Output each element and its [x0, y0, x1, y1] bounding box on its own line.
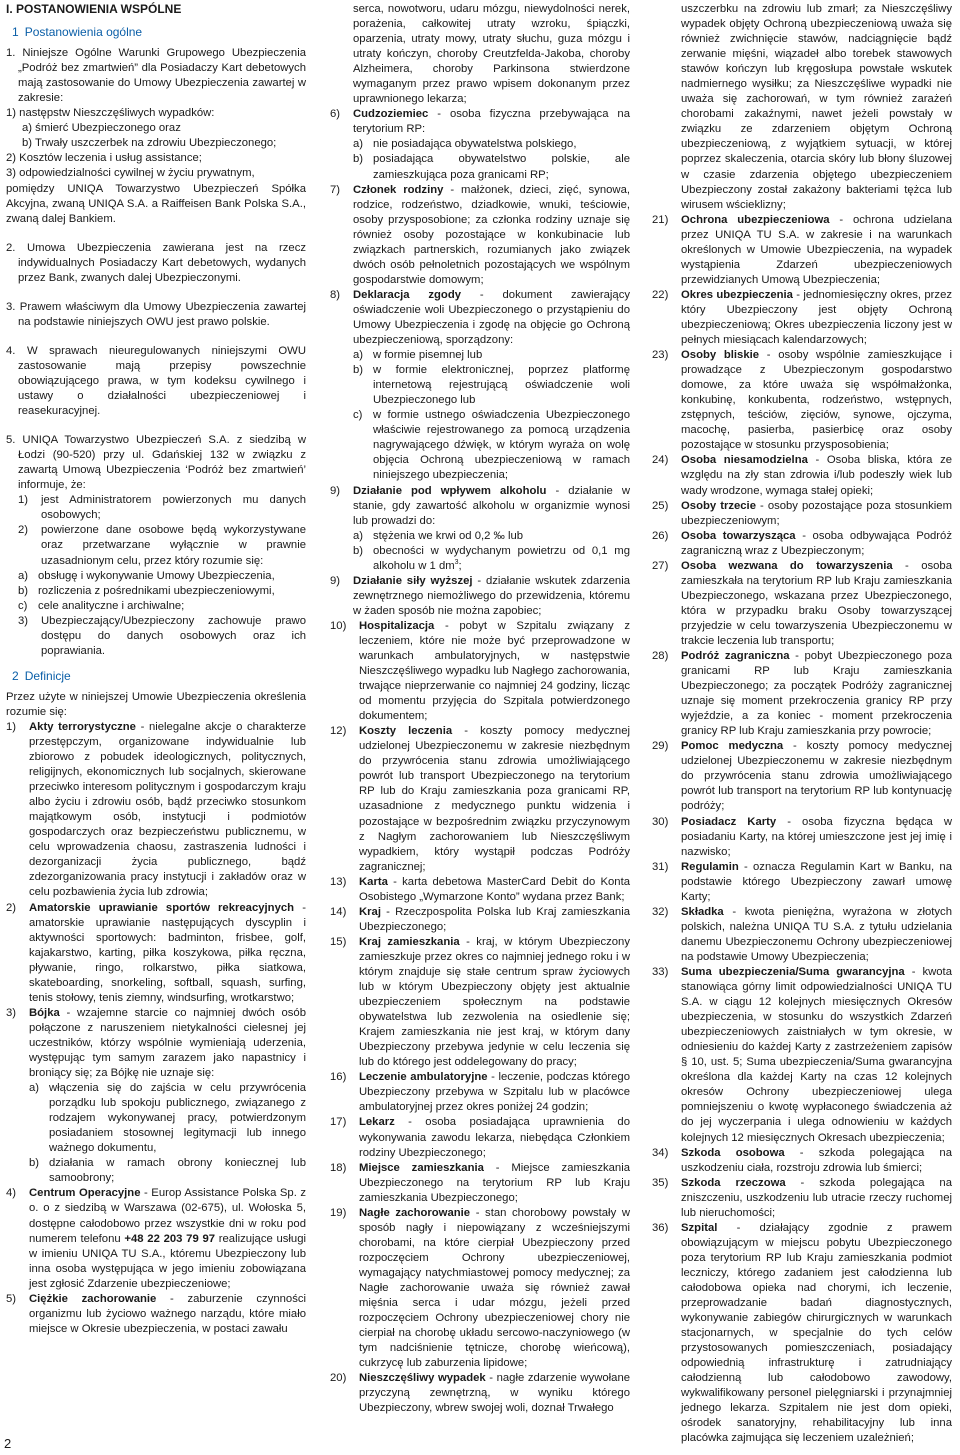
definition-text: - dokument zawierający oświadczenie woli Ubezpieczonego o przystąpieniu do Umowy Ubezpieczenia i zgodę na objęcie go Ochroną ubezpieczeniową, sporządzony: [353, 288, 630, 347]
definition-text: - wzajemne starcie co najmniej dwóch osób połączone z naruszeniem nietykalności cielesnej jej uczestników, którzy wspólnie wymieniają uderzenia, występując tym samym zarazem jako napastnicy i broniący się; za Bójkę nie uznaje się: [29, 1006, 306, 1080]
definition-body [353, 574, 630, 619]
section-title: Postanowienia ogólne [24, 25, 143, 40]
list-item: a) śmierć Ubezpieczonego oraz [22, 122, 181, 135]
definition-term: Cudzoziemiec [353, 108, 429, 121]
definition-item [330, 875, 630, 905]
list-text: obsługę i wykonywanie Umowy Ubezpieczenia, [38, 569, 275, 582]
definition-term: Regulamin [681, 860, 739, 873]
list-text: stężenia we krwi od 0,2 ‰ lub [373, 529, 524, 542]
definition-item [652, 288, 952, 348]
paragraph: uszczerbku na zdrowiu lub zmarł; za Nieszczęśliwy wypadek objęty Ochroną ubezpieczeniową uważa się również zwichnięcie stawów, nadciągnięcie bądź zerwanie mięśni, wiązadeł albo torebek stawowych stawów kończyn lub kręgosłupa powstałe wskutek nadmiernego wysiłku; za Nieszczęśliwe wypadki nie uważa się zachorowań, w tym również zarażeń chorobami zakaźnymi, nawet jeżeli powstały w związku ze zdarzeniem objętym Ochroną ubezpieczeniową, z wyjątkiem sytuacji, w której poprzez skaleczenia, otarcia skóry lub błony śluzowej w czasie zdarzenia objętego ubezpieczeniem Ubezpieczony został zakażony bakteriami tężca lub wirusem wścieklizny; [681, 3, 952, 211]
definition-text: - działający zgodnie z prawem obowiązującym w miejscu pobytu Ubezpieczonego poza terytorium RP lub Kraju zamieszkania podmiot leczniczy, którego zadaniem jest całodzienna lub całodobowa opieka nad chorymi, ich leczenie, przeprowadzanie badań diagnostycznych, wykonywanie zabiegów chirurgicznych w warunkach stacjonarnych, w specjalnie do tych celów przystosowanych pomieszczeniach, posiadający odpowiednią infrastrukturę i zatrudniający całodzienną lub całodobowo zawodowy, wykwalifikowany personel pielęgniarski i przynajmniej jednego lekarza. Szpitalem nie jest dom opieki, ośrodek sanatoryjny, rehabilitacyjny lub inna placówka zajmująca się leczeniem uzależnień; [681, 1221, 952, 1445]
definition-term: Pomoc medyczna [681, 740, 784, 753]
definition-body [359, 724, 630, 874]
definition-item [330, 1371, 630, 1416]
definition-item [330, 619, 630, 724]
definition-body [29, 1006, 306, 1081]
definition-term: Akty terrorystyczne [29, 720, 136, 733]
definition-item [330, 935, 630, 1070]
list-number: 17) [330, 1116, 347, 1129]
page-number: 2 [4, 1436, 12, 1451]
sub-list [330, 137, 630, 182]
list-number: c) [353, 409, 363, 422]
section-number: 1 [12, 25, 19, 40]
definition-term: Szkoda osobowa [681, 1146, 785, 1159]
list-number: b) [353, 153, 364, 166]
list-number: a) [18, 569, 29, 582]
list-number: 4) [6, 1187, 17, 1200]
definition-item [652, 739, 952, 814]
definition-item [652, 529, 952, 559]
definition-text: - oznacza Regulamin Kart w Banku, na podstawie którego Ubezpieczony zawarł umowę Karty; [681, 860, 952, 903]
list-number: 15) [330, 935, 347, 948]
phone-number: +48 22 203 79 97 [124, 1232, 216, 1245]
definition-term: Leczenie ambulatoryjne [359, 1071, 488, 1084]
definition-text: - kwota stanowiąca górny limit odpowiedzialności UNIQA TU S.A. w ciągu 12 kolejnych miesięcznych Okresów ubezpieczenia, w stosunku do wszystkich Zdarzeń ubezpieczeniowych zaistniałych w tym okresie, w odniesieniu do każdej Karty z zastrzeżeniem zapisów § 10, ust. 5; Suma ubezpieczenia/Suma gwarancyjna określona dla każdej Karty na czas 12 kolejnych okresów Ochrony ubezpieczeniowej ulega pomniejszeniu o kwotę wypłaconego świadczenia aż do jej wyczerpania i ulega odnowieniu w każdych kolejnych 12 miesięcznych Okresach ubezpieczenia; [681, 966, 952, 1144]
definition-item [330, 724, 630, 874]
definition-text: - osoba fizyczna przebywająca na terytorium RP: [353, 108, 630, 136]
chapter-heading: I. POSTANOWIENIA WSPÓLNE [6, 2, 182, 16]
list-text: w formie pisemnej lub [373, 349, 483, 362]
list-item [18, 584, 306, 599]
definition-term: Centrum Operacyjne [29, 1187, 141, 1200]
definition-text: - małżonek, dzieci, zięć, synowa, rodzice, rodzeństwo, dziadkowie, wnuki, teściowie, osoby przysposobione; za członka rodziny uznaje się również osoby pozostające w konkubinacie lub związkach partnerskich, rozumianych jako związek dwóch osób pełnoletnich pozostających we wspólnym gospodarstwie domowym; [353, 183, 631, 286]
list-item [353, 529, 630, 544]
list-item [18, 523, 306, 568]
definition-term: Szkoda rzeczowa [681, 1176, 786, 1189]
definition-text: - Rzeczpospolita Polska lub Kraj zamieszkania Ubezpieczonego; [359, 905, 630, 933]
definition-text: - leczenie, podczas którego Ubezpieczony przebywa w Szpitalu lub w placówce ambulatoryjnej przez okres poniżej 24 godzin; [359, 1071, 630, 1114]
list-number: 34) [652, 1146, 669, 1159]
list-item [353, 137, 630, 152]
definition-body [681, 453, 952, 498]
definition-item [6, 1006, 306, 1081]
list-number: 1) [18, 494, 29, 507]
list-number: 22) [652, 288, 669, 301]
definition-text: - jednomiesięczny okres, przez który Ubezpieczony jest objęty Ochroną ubezpieczeniową; Okres ubezpieczenia liczony jest w pełnych miesiącach kalendarzowych; [681, 288, 952, 347]
list-number: 9) [330, 484, 341, 497]
definition-term: Amatorskie uprawianie sportów rekreacyjnych [29, 901, 295, 914]
list-text-end: ; [458, 559, 462, 572]
list-number: 21) [652, 213, 669, 226]
list-number: 32) [652, 905, 669, 918]
list-number: a) [353, 349, 364, 362]
definition-body [29, 901, 306, 1006]
definition-term: Lekarz [359, 1116, 395, 1129]
definition-text: - Miejsce zamieszkania Ubezpieczonego na terytorium RP lub Kraju zamieszkania Ubezpieczonego; [359, 1161, 630, 1204]
list-number: 9) [330, 574, 341, 587]
list-number: 2) [6, 901, 17, 914]
list-number: b) [29, 1157, 40, 1170]
list-number: 26) [652, 529, 669, 542]
definition-body [681, 499, 952, 529]
definition-body [681, 559, 952, 649]
definition-body [359, 1070, 630, 1115]
definition-item [330, 1115, 630, 1160]
list-number: 23) [652, 349, 669, 362]
definition-body [681, 649, 952, 739]
definition-body [29, 1186, 306, 1291]
paragraph: serca, nowotworu, udaru mózgu, niewydolności nerek, porażenia, całkowitej utraty wzroku, śpiączki, oparzenia, utraty mowy, utraty słuchu, guza mózgu i utraty kończyn, choroby Creutzfelda-Jakoba, choroby Alzheimera, choroby Parkinsona stwierdzone wymaganym przez prawo wpisem dokonanym przez uprawnionego lekarza; [353, 3, 630, 106]
list-text: włączenia się do zajścia w celu przywrócenia porządku lub spokoju publicznego, związanego z rodzajem wykonywanej pracy, potwierdzonym posiadaniem stosownej legitymacji lub innego ważnego dokumentu, [49, 1082, 306, 1155]
definition-term: Kraj zamieszkania [359, 935, 460, 948]
definition-body [353, 183, 630, 288]
definition-term: Deklaracja zgody [353, 288, 462, 301]
definition-text: - szkoda polegająca na uszkodzeniu ciała, rozstroju zdrowia lub śmierci; [681, 1146, 952, 1174]
definition-text: - nagłe zdarzenie wywołane przyczyną zewnętrzną, w wyniku którego Ubezpieczony, wbrew swojej woli, doznał Trwałego [359, 1372, 631, 1415]
list-number: 2) [18, 524, 29, 537]
definition-text: realizujące usługi w imieniu UNIQA TU S.A., któremu Ubezpieczony lub inna osoba występująca w jego imieniu zobowiązana jest zgłosić Zdarzenie ubezpieczeniowe; [29, 1232, 307, 1290]
list-text: w formie elektronicznej, poprzez platformę internetową rejestrującą oświadczenie woli Ubezpieczonego lub [373, 364, 630, 407]
definition-text: - karta debetowa MasterCard Debit do Konta Osobistego „Wymarzone Konto” wydana przez Bank; [359, 875, 630, 903]
list-number: 36) [652, 1221, 669, 1234]
definition-item [6, 901, 306, 1006]
definition-item [6, 720, 306, 901]
definition-text: - kwota pieniężna, wyrażona w złotych polskich, należna UNIQA TU S.A. z tytułu udzielania danemu Ubezpieczonemu Ochrony ubezpieczeniowej na podstawie Umowy Ubezpieczenia; [681, 905, 952, 963]
sub-list [18, 569, 306, 614]
list-item [353, 408, 630, 483]
list-number: 29) [652, 740, 669, 753]
definition-text: - pobyt w Szpitalu związany z leczeniem, które nie może być przeprowadzone w warunkach ambulatoryjnych, w następstwie Nieszczęśliwego wypadku lub Nagłego zachorowania, trwające nieprzerwanie co najmniej 24 godziny, licząc od momentu przyjęcia do Szpitala potwierdzonego dokumentem; [359, 619, 630, 723]
definition-body [681, 1176, 952, 1221]
definition-item [652, 453, 952, 498]
definition-body [681, 348, 952, 453]
list-number: 20) [330, 1372, 347, 1385]
definition-item [6, 1292, 306, 1337]
list-number: 3) [18, 614, 29, 627]
definition-item [330, 288, 630, 348]
list-item [353, 348, 630, 363]
definition-body [681, 288, 952, 348]
definition-term: Osoby trzecie [681, 499, 756, 512]
list-number: 31) [652, 860, 669, 873]
definition-term: Ochrona ubezpieczeniowa [681, 213, 830, 226]
definition-body [681, 739, 952, 814]
definition-item [652, 905, 952, 965]
paragraph: 5. UNIQA Towarzystwo Ubezpieczeń S.A. z siedzibą w Łodzi (90-520) przy ul. Gdańskiej 132 w związku z zawartą Umową Ubezpieczenia ‘Podróż bez zmartwień’ informuje, że: [6, 434, 306, 492]
list-number: 8) [330, 288, 341, 301]
definition-body [353, 288, 630, 348]
definition-term: Nieszczęśliwy wypadek [359, 1372, 486, 1385]
list-number: a) [29, 1082, 40, 1095]
definition-text: - osoba fizyczna będąca w posiadaniu Karty, na której umieszczone jest jej imię i nazwisko; [681, 815, 952, 858]
sub-list [330, 529, 630, 574]
definition-item [652, 815, 952, 860]
definition-body [29, 1292, 306, 1337]
list-text: w formie ustnego oświadczenia Ubezpieczonego właściwie rejestrowanego za pomocą urządzenia nagrywającego dźwięk, w którym wyraża on wolę objęcia Ochroną ubezpieczeniową w ramach niniejszego ubezpieczenia; [373, 409, 630, 482]
definition-text: - ochrona udzielana przez UNIQA TU S.A. w zakresie i na warunkach określonych w Umowie Ubezpieczenia, na wypadek wystąpienia Zdarzeń ubezpieczeniowych przewidzianych Umową Ubezpieczenia; [681, 213, 952, 286]
definition-item [652, 499, 952, 529]
definition-text: - kraj, w którym Ubezpieczony zamieszkuje przez okres co najmniej jednego roku i w którym znajduje się stałe centrum spraw życiowych lub w którym Ubezpieczony objęty jest aktualnie ubezpieczeniem społecznym na podstawie obywatelstwa lub zezwolenia na osiedlenie się; Krajem zamieszkania nie jest kraj, w którym dany Ubezpieczony przebywa jedynie w celu leczenia się lub do którego jest oddelegowany do pracy; [359, 935, 630, 1069]
definition-body [353, 107, 630, 137]
list-number: 1) [6, 720, 17, 733]
list-item [18, 614, 306, 659]
definition-term: Koszty leczenia [359, 725, 453, 738]
definition-term: Suma ubezpieczenia/Suma gwarancyjna [681, 966, 905, 978]
list-item: 3) odpowiedzialności cywilnej w życiu prywatnym, [6, 167, 255, 180]
section-title: Definicje [24, 668, 71, 683]
list-text: rozliczenia z pośrednikami ubezpieczeniowymi, [38, 584, 275, 597]
definition-term: Okres ubezpieczenia [681, 288, 793, 301]
list-number: 13) [330, 875, 347, 888]
definition-item [652, 348, 952, 453]
definition-item [330, 484, 630, 529]
list-item [353, 363, 630, 408]
definition-item [330, 1070, 630, 1115]
definition-body [681, 815, 952, 860]
paragraph: 4. W sprawach nieuregulowanych niniejszymi OWU zastosowanie mają przepisy powszechnie obowiązującego prawa, w tym kodeksu cywilnego i ustawy o działalności ubezpieczeniowej i reasekuracyjnej. [6, 344, 306, 418]
definition-body [359, 1161, 630, 1206]
definition-body [359, 1371, 630, 1416]
list-item [353, 152, 630, 182]
list-text-main: obecności w wydychanym powietrzu od 0,1 mg alkoholu w 1 dm [373, 544, 630, 572]
superscript: 3 [454, 558, 459, 566]
definition-item [330, 905, 630, 935]
list-text: powierzone dane osobowe będą wykorzystywane oraz przetwarzane wyłącznie w prawnie uzasadnionym celu, przez który rozumie się: [41, 524, 306, 567]
definition-term: Szpital [681, 1221, 718, 1234]
definition-body [359, 1115, 630, 1160]
definition-text: - działanie w stanie, gdy zawartość alkoholu w organizmie wynosi lub prowadzi do: [353, 484, 630, 527]
list-number: 7) [330, 183, 341, 196]
list-text: działania w ramach obrony koniecznej lub samoobrony; [49, 1157, 306, 1185]
definition-term: Działanie pod wpływem alkoholu [353, 484, 547, 497]
definition-text: - koszty pomocy medycznej udzielonej Ubezpieczonemu w zakresie niezbędnym do przywrócenia stanu zdrowia umożliwiającego powrót lub transport na terytorium RP lub kontynuację podróży; [681, 740, 952, 813]
column-left [6, 2, 306, 1337]
list-number: 3) [6, 1006, 17, 1019]
list-number: c) [18, 599, 28, 612]
list-number: 35) [652, 1176, 669, 1189]
definition-item [652, 1221, 952, 1447]
list-number: 6) [330, 108, 341, 121]
definition-body [681, 1146, 952, 1176]
definition-item [652, 559, 952, 649]
definition-text: - osoba posiadająca uprawnienia do wykonywania zawodu lekarza, niebędąca Członkiem rodziny Ubezpieczonego; [359, 1116, 630, 1159]
list-text: cele analityczne i archiwalne; [38, 599, 185, 612]
definition-text: - amatorskie uprawianie następujących dyscyplin i aktywności sportowych: badminton, frisbee, golf, kajakarstwo, karting, piłka koszykowa, piłka ręczna, pływanie, ringo, rolkarstwo, piłka siatkowa, skateboarding, snorkeling, softball, squash, surfing, tenis stołowy, tenis ziemny, windsurfing, wrotkarstwo; [29, 901, 306, 1004]
list-item [29, 1081, 306, 1156]
definition-body [359, 875, 630, 905]
sub-list [6, 1081, 306, 1186]
definition-term: Posiadacz Karty [681, 815, 777, 828]
definition-term: Podróż zagraniczna [681, 650, 790, 663]
definition-term: Miejsce zamieszkania [359, 1161, 484, 1174]
definition-item [330, 107, 630, 137]
definition-body [359, 619, 630, 724]
definition-term: Ciężkie zachorowanie [29, 1292, 157, 1305]
list-number: b) [18, 584, 29, 597]
definition-body [359, 905, 630, 935]
list-item: b) Trwały uszczerbek na zdrowiu Ubezpieczonego; [22, 137, 277, 150]
definition-body [681, 860, 952, 905]
definition-text: - osoba odbywająca Podróż zagraniczną wraz z Ubezpieczonym; [681, 529, 952, 557]
definition-text: - Osoba bliska, która ze względu na zły stan zdrowia i/lub podeszły wiek lub wady wrodzone, wymaga stałej opieki; [681, 454, 953, 497]
definition-item [652, 1146, 952, 1176]
list-text: nie posiadająca obywatelstwa polskiego, [373, 138, 577, 151]
definition-item [652, 860, 952, 905]
list-number: 24) [652, 454, 669, 467]
paragraph: pomiędzy UNIQA Towarzystwo Ubezpieczeń Spółka Akcyjna, zwaną UNIQA S.A. a Raiffeisen Bank Polska S.A., zwaną dalej Bankiem. [6, 182, 306, 225]
paragraph: 3. Prawem właściwym dla Umowy Ubezpieczenia zawartej na podstawie niniejszych OWU jest prawo polskie. [6, 300, 306, 328]
definition-text: - Europ Assistance Polska Sp. z o. o z siedzibą w Warszawa (02-675), ul. Wołoska 5, dostępne całodobowo przez wszystkie dni w roku pod numerem telefonu [29, 1187, 306, 1245]
section-number: 2 [12, 668, 19, 683]
definition-text: - szkoda polegająca na zniszczeniu, uszkodzeniu lub utracie rzeczy ruchomej lub nieruchomości; [681, 1176, 952, 1219]
definition-term: Nagłe zachorowanie [359, 1206, 471, 1219]
list-number: 27) [652, 559, 669, 572]
list-item [353, 544, 630, 574]
definition-body [359, 1206, 630, 1372]
list-item: 2) Kosztów leczenia i usług assistance; [6, 152, 202, 165]
list-group [6, 493, 306, 659]
definition-item [330, 1206, 630, 1372]
list-number: a) [353, 529, 364, 542]
list-item [18, 599, 306, 614]
definition-item [652, 1176, 952, 1221]
definition-term: Osoba niesamodzielna [681, 454, 808, 467]
definition-text: - osoba zamieszkała na terytorium RP lub Kraju zamieszkania Ubezpieczonego, wskazana przez Ubezpieczonego, która w przypadku braku Osoby towarzyszącej przyjedzie w celu towarzyszenia Ubezpieczonemu w trakcie leczenia lub transportu; [681, 559, 952, 647]
definition-body [353, 484, 630, 529]
section-heading-definitions [12, 669, 306, 684]
section-heading-general [12, 25, 306, 40]
list-item: 1) następstw Nieszczęśliwych wypadków: [6, 107, 215, 120]
definition-term: Karta [359, 875, 388, 888]
list-item [18, 493, 306, 523]
list-number: 12) [330, 725, 347, 738]
list-item [18, 569, 306, 584]
definition-term: Osoby bliskie [681, 349, 760, 362]
list-number: 25) [652, 499, 669, 512]
list-text: Ubezpieczający/Ubezpieczony zachowuje prawo dostępu do danych osobowych oraz ich poprawiania. [41, 614, 306, 657]
definition-text: - osoby wspólnie zamieszkujące i prowadzące z Ubezpieczonym gospodarstwo domowe, za które uważa się współmałżonka, konkubinę, konkubenta, rodzeństwo, wstępnych, zstępnych, teściów, zięciów, synowe, ojczyma, macochę, pasierba, pasierbicę oraz osoby pozostające w stosunku przysposobienia; [681, 349, 952, 452]
list-number: 19) [330, 1206, 347, 1219]
definition-term: Członek rodziny [353, 183, 444, 196]
list-number: b) [353, 364, 364, 377]
paragraph: 2. Umowa Ubezpieczenia zawierana jest na rzecz indywidualnych Posiadaczy Kart debetowych, wydanych przez Bank, zwanych dalej Ubezpieczonymi. [6, 241, 306, 284]
list-number: 33) [652, 966, 669, 978]
list-number: a) [353, 138, 364, 151]
list-item [29, 1156, 306, 1186]
definition-body [681, 965, 952, 1146]
paragraph: Przez użyte w niniejszej Umowie Ubezpieczenia określenia rozumie się: [6, 690, 306, 718]
definition-term: Osoba wezwana do towarzyszenia [681, 559, 893, 572]
column-middle [330, 2, 630, 1416]
definition-text: - koszty pomocy medycznej udzielonej Ubezpieczonemu w zakresie niezbędnym do przywrócenia stanu zdrowia umożliwiającego powrót lub transport Ubezpieczonego na terytorium RP lub do Kraju zamieszkania poza granicami RP, uzasadnione z medycznego punktu widzenia i pozostające w bezpośrednim związku przyczynowym z Nagłym zachorowaniem lub Nieszczęśliwym wypadkiem, który wystąpił podczas Podróży zagranicznej; [359, 725, 630, 873]
definition-body [681, 213, 952, 288]
list-text [373, 544, 630, 574]
definition-text: - osoby pozostające poza stosunkiem ubezpieczeniowym; [681, 499, 952, 527]
definition-body [359, 935, 630, 1070]
list-text: posiadająca obywatelstwo polskie, ale zamieszkująca poza granicami RP; [373, 153, 630, 181]
definition-body [681, 529, 952, 559]
paragraph: 1. Niniejsze Ogólne Warunki Grupowego Ubezpieczenia „Podróż bez zmartwień” dla Posiadaczy Kart debetowych mają zastosowanie do Umowy Ubezpieczenia zawartej w zakresie: [6, 47, 306, 105]
sub-list [330, 348, 630, 483]
definition-item [652, 213, 952, 288]
definition-text: - stan chorobowy powstały w sposób nagły i niepowiązany z wcześniejszymi chorobami, na które cierpiał Ubezpieczony przed rozpoczęciem Ochrony ubezpieczeniowej, wymagający natychmiastowej pomocy medycznej; za Nagłe zachorowanie uważa się również zawał mięśnia serca i udar mózgu, jeżeli przed rozpoczęciem Ochrony ubezpieczeniowej chory nie cierpiał na chorobę układu sercowo-naczyniowego (w tym nadciśnienie tętnicze, chorobę wieńcową), cukrzycę lub zaburzenia lipidowe; [359, 1206, 630, 1370]
column-right [652, 2, 952, 1447]
definition-term: Bójka [29, 1006, 60, 1019]
definition-item [330, 1161, 630, 1206]
definition-text: - nielegalne akcje o charakterze przestępczym, organizowane indywidualnie lub zbiorowo z pobudek ideologicznych, politycznych, religijnych, ekonomicznych lub socjalnych, skierowane przeciwko interesom politycznym i gospodarczym kraju albo życiu i zdrowiu osób, bądź przeciwko stosunkom majątkowym osób, instytucji i podmiotów gospodarczych oraz bezpieczeństwu publicznemu, w celu wprowadzenia chaosu, zastraszenia ludności i dezorganizacji życia publicznego, bądź zdezorganizowania pracy instytucji i zakładów oraz w celu pozbawienia życia lub zdrowia; [29, 720, 306, 899]
definition-body [29, 720, 306, 901]
list-number: 30) [652, 815, 669, 828]
definition-item [652, 965, 952, 1146]
list-number: 10) [330, 619, 347, 632]
list-number: 14) [330, 905, 347, 918]
list-number: 5) [6, 1292, 17, 1305]
list-number: 28) [652, 650, 669, 663]
definition-text: - działanie wskutek zdarzenia zewnętrznego niemożliwego do przewidzenia, któremu w żaden sposób nie można zapobiec; [353, 574, 630, 617]
definition-term: Hospitalizacja [359, 619, 435, 632]
list-text: jest Administratorem powierzonych mu danych osobowych; [41, 494, 306, 522]
definition-item [652, 649, 952, 739]
definition-text: - pobyt Ubezpieczonego poza granicami RP lub Kraju zamieszkania Ubezpieczonego; za początek Podróży zagranicznej uznaje się moment przekroczenia granicy RP przy wyjeździe, a za koniec - moment przekroczenia granicy RP lub Kraju zamieszkania przy powrocie; [681, 650, 952, 738]
definition-text: - zaburzenie czynności organizmu lub życiowo ważnego narządu, które miało miejsce w Okresie ubezpieczenia, w postaci zawału [29, 1292, 307, 1335]
list-number: b) [353, 544, 364, 557]
definition-body [681, 905, 952, 965]
definition-term: Osoba towarzysząca [681, 529, 796, 542]
definition-term: Kraj [359, 905, 381, 918]
list-number: 16) [330, 1071, 347, 1084]
list-number: 18) [330, 1161, 347, 1174]
definition-item [6, 1186, 306, 1291]
definition-item [330, 183, 630, 288]
definition-item [330, 574, 630, 619]
definition-body [681, 1221, 952, 1447]
definition-term: Działanie siły wyższej [353, 574, 473, 587]
definition-term: Składka [681, 905, 724, 918]
